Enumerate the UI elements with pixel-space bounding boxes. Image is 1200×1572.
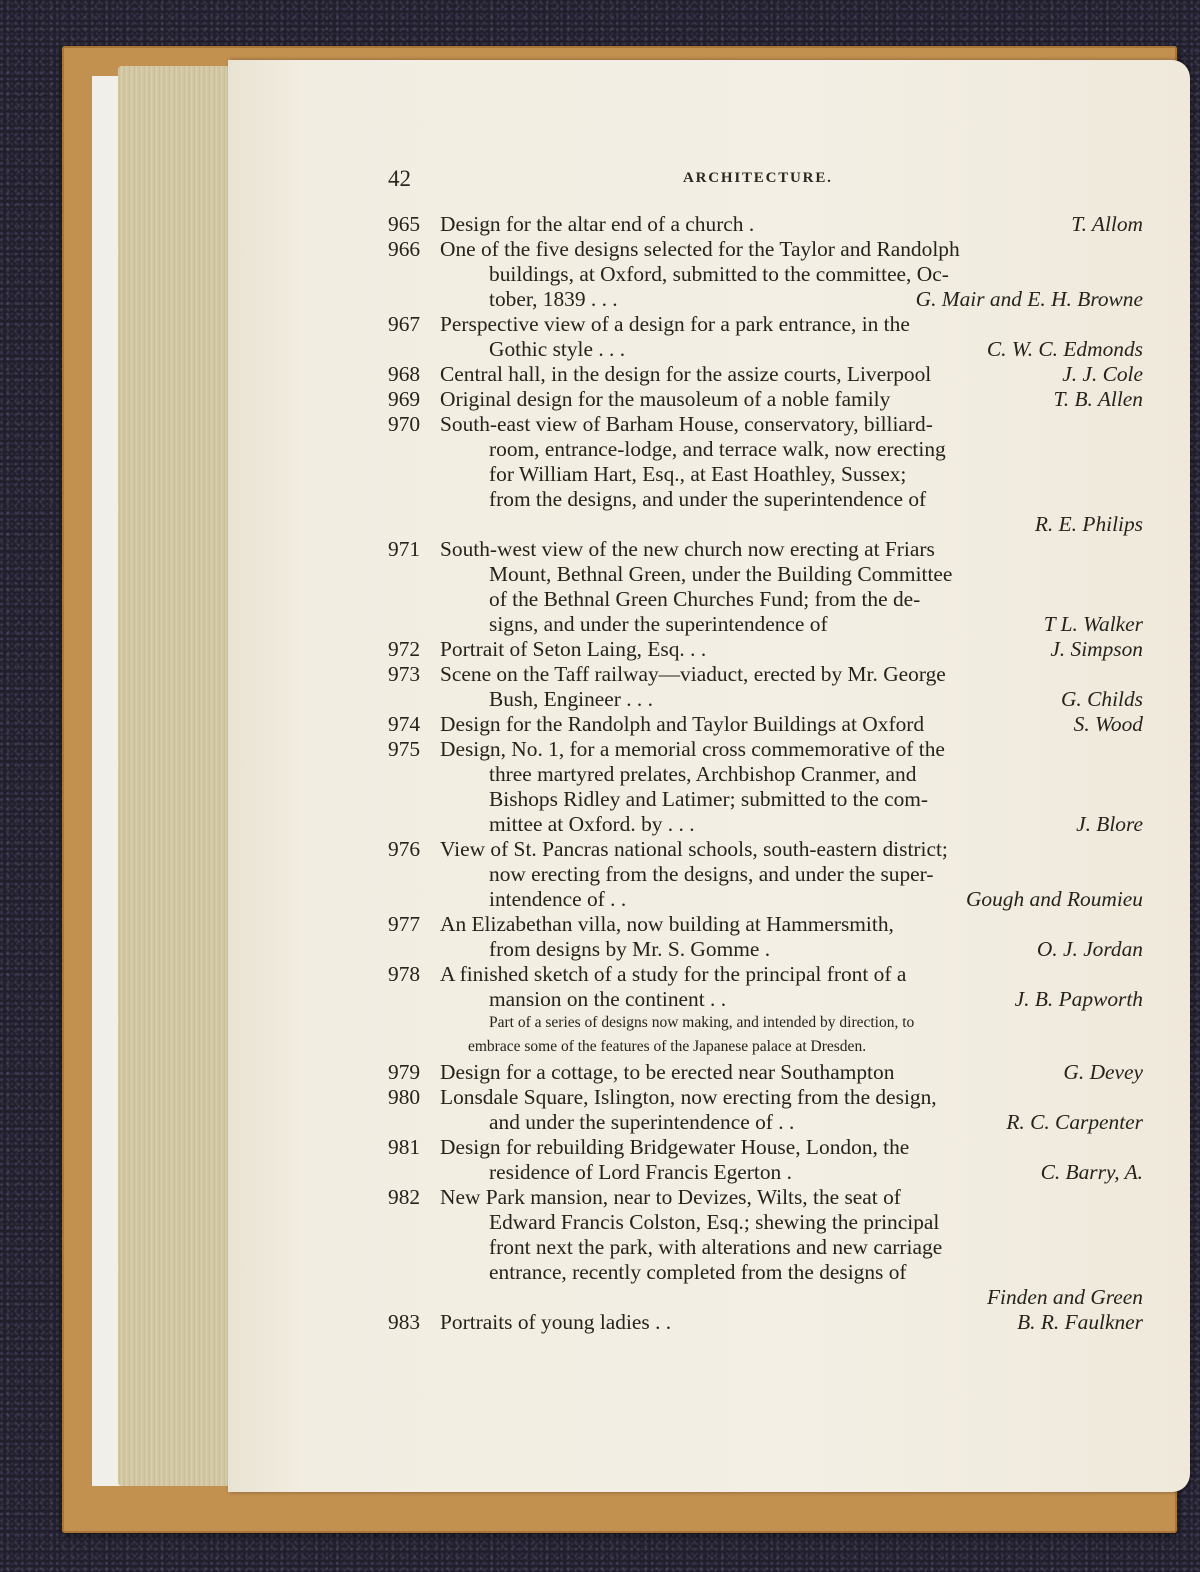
catalogue-entry — [388, 537, 1143, 637]
entry-line: South-east view of Barham House, conservatory, billiard- — [440, 412, 933, 436]
catalogue-entry — [388, 1185, 1143, 1310]
catalogue-list — [388, 212, 1143, 1335]
running-head — [388, 166, 1140, 196]
entry-artist: R. E. Philips — [1034, 512, 1143, 536]
entry-line: now erecting from the designs, and under the super- — [489, 862, 934, 886]
entry-line — [388, 612, 1143, 637]
entry-line — [388, 1060, 1143, 1085]
entry-line: One of the five designs selected for the Taylor and Randolph — [440, 237, 960, 261]
entry-number: 975 — [388, 737, 421, 761]
entry-line — [388, 362, 1143, 387]
entry-number: 968 — [388, 362, 421, 386]
catalogue-entry — [388, 1310, 1143, 1335]
entry-line — [388, 1160, 1143, 1185]
entry-description: Design for a cottage, to be erected near Southampton — [440, 1060, 895, 1084]
entry-line: Design for rebuilding Bridgewater House, London, the — [440, 1135, 910, 1159]
entry-artist: J. B. Papworth — [1014, 987, 1143, 1011]
entry-number: 977 — [388, 912, 421, 936]
entry-line: Mount, Bethnal Green, under the Building Committee — [489, 562, 953, 586]
page-edges — [118, 66, 238, 1486]
entry-line — [388, 812, 1143, 837]
catalogue-entry — [388, 837, 1143, 912]
entry-number: 967 — [388, 312, 421, 336]
entry-line — [388, 1310, 1143, 1335]
catalogue-entry — [388, 1060, 1143, 1085]
entry-line: A finished sketch of a study for the principal front of a — [440, 962, 907, 986]
entry-description: mittee at Oxford. by . . . — [489, 812, 695, 836]
entry-artist: Gough and Roumieu — [965, 887, 1143, 911]
catalogue-entry — [388, 387, 1143, 412]
entry-number: 969 — [388, 387, 421, 411]
entry-number: 966 — [388, 237, 421, 261]
entry-number: 983 — [388, 1310, 421, 1334]
entry-artist: Finden and Green — [986, 1285, 1143, 1309]
section-title: ARCHITECTURE. — [683, 170, 833, 186]
book-page — [228, 60, 1190, 1492]
catalogue-entry — [388, 237, 1143, 312]
catalogue-entry — [388, 912, 1143, 962]
catalogue-entry — [388, 962, 1143, 1057]
entry-line — [388, 1110, 1143, 1135]
entry-number: 972 — [388, 637, 421, 661]
entry-number: 978 — [388, 962, 421, 986]
entry-description: Bush, Engineer . . . — [489, 687, 653, 711]
catalogue-entry — [388, 312, 1143, 362]
entry-description: Gothic style . . . — [489, 337, 626, 361]
catalogue-entry — [388, 412, 1143, 537]
catalogue-entry — [388, 662, 1143, 712]
entry-description: tober, 1839 . . . — [489, 287, 618, 311]
entry-artist: G. Mair and E. H. Browne — [915, 287, 1143, 311]
entry-line: Scene on the Taff railway—viaduct, erected by Mr. George — [440, 662, 946, 686]
catalogue-entry — [388, 637, 1143, 662]
entry-line: South-west view of the new church now erecting at Friars — [440, 537, 935, 561]
entry-line — [388, 687, 1143, 712]
entry-artist: C. Barry, A. — [1040, 1160, 1143, 1184]
catalogue-entry — [388, 712, 1143, 737]
entry-line — [388, 887, 1143, 912]
entry-artist: J. J. Cole — [1062, 362, 1143, 386]
entry-line: Bishops Ridley and Latimer; submitted to the com- — [489, 787, 929, 811]
entry-line — [388, 987, 1143, 1012]
entry-description: Portraits of young ladies . . — [440, 1310, 672, 1334]
entry-number: 965 — [388, 212, 421, 236]
entry-note: embrace some of the features of the Japanese palace at Dresden. — [468, 1038, 867, 1055]
entry-line: Edward Francis Colston, Esq.; shewing the principal — [489, 1210, 940, 1234]
entry-description: Portrait of Seton Laing, Esq. . . — [440, 637, 707, 661]
entry-artist: J. Blore — [1076, 812, 1143, 836]
entry-description: Central hall, in the design for the assize courts, Liverpool — [440, 362, 932, 386]
entry-number: 976 — [388, 837, 421, 861]
entry-number: 971 — [388, 537, 421, 561]
entry-artist: J. Simpson — [1050, 637, 1143, 661]
entry-line — [388, 1285, 1143, 1310]
entry-number: 980 — [388, 1085, 421, 1109]
entry-line: from the designs, and under the superintendence of — [489, 487, 927, 511]
entry-line: front next the park, with alterations and new carriage — [489, 1235, 943, 1259]
entry-number: 970 — [388, 412, 421, 436]
entry-artist: T L. Walker — [1043, 612, 1143, 636]
entry-number: 979 — [388, 1060, 421, 1084]
catalogue-entry — [388, 362, 1143, 387]
entry-line: New Park mansion, near to Devizes, Wilts, the seat of — [440, 1185, 901, 1209]
entry-description: Original design for the mausoleum of a noble family — [440, 387, 891, 411]
page-number: 42 — [388, 166, 411, 191]
entry-artist: C. W. C. Edmonds — [986, 337, 1143, 361]
entry-artist: G. Childs — [1060, 687, 1143, 711]
entry-line: Perspective view of a design for a park entrance, in the — [440, 312, 910, 336]
entry-line — [388, 387, 1143, 412]
entry-line — [388, 637, 1143, 662]
entry-line: buildings, at Oxford, submitted to the committee, Oc- — [489, 262, 949, 286]
entry-line: View of St. Pancras national schools, south-eastern district; — [440, 837, 948, 861]
entry-artist: T. B. Allen — [1053, 387, 1143, 411]
entry-line: three martyred prelates, Archbishop Cranmer, and — [489, 762, 917, 786]
entry-line — [388, 512, 1143, 537]
entry-number: 982 — [388, 1185, 421, 1209]
entry-description: Design for the Randolph and Taylor Buildings at Oxford — [440, 712, 925, 736]
entry-line: room, entrance-lodge, and terrace walk, now erecting — [489, 437, 946, 461]
entry-artist: G. Devey — [1063, 1060, 1143, 1084]
entry-number: 973 — [388, 662, 421, 686]
entry-line — [388, 212, 1143, 237]
entry-artist: T. Allom — [1071, 212, 1143, 236]
entry-artist: R. C. Carpenter — [1006, 1110, 1143, 1134]
entry-line — [388, 337, 1143, 362]
entry-line — [388, 712, 1143, 737]
entry-artist: B. R. Faulkner — [1017, 1310, 1143, 1334]
entry-number: 981 — [388, 1135, 421, 1159]
entry-artist: S. Wood — [1073, 712, 1143, 736]
entry-description: and under the superintendence of . . — [489, 1110, 795, 1134]
catalogue-entry — [388, 1085, 1143, 1135]
entry-description: signs, and under the superintendence of — [489, 612, 828, 636]
entry-artist: O. J. Jordan — [1036, 937, 1143, 961]
entry-number: 974 — [388, 712, 421, 736]
entry-line: of the Bethnal Green Churches Fund; from the de- — [489, 587, 921, 611]
entry-line — [388, 287, 1143, 312]
entry-line — [388, 937, 1143, 962]
entry-line: Lonsdale Square, Islington, now erecting from the design, — [440, 1085, 937, 1109]
catalogue-entry — [388, 212, 1143, 237]
entry-description: mansion on the continent . . — [489, 987, 727, 1011]
catalogue-entry — [388, 1135, 1143, 1185]
entry-description: intendence of . . — [489, 887, 627, 911]
entry-description: Design for the altar end of a church . — [440, 212, 755, 236]
catalogue-entry — [388, 737, 1143, 837]
entry-line: An Elizabethan villa, now building at Hammersmith, — [440, 912, 894, 936]
entry-line: entrance, recently completed from the designs of — [489, 1260, 907, 1284]
entry-line: for William Hart, Esq., at East Hoathley, Sussex; — [489, 462, 907, 486]
entry-description: residence of Lord Francis Egerton . — [489, 1160, 792, 1184]
entry-description: from designs by Mr. S. Gomme . — [489, 937, 771, 961]
entry-line: Design, No. 1, for a memorial cross commemorative of the — [440, 737, 945, 761]
entry-note: Part of a series of designs now making, and intended by direction, to — [489, 1014, 915, 1031]
